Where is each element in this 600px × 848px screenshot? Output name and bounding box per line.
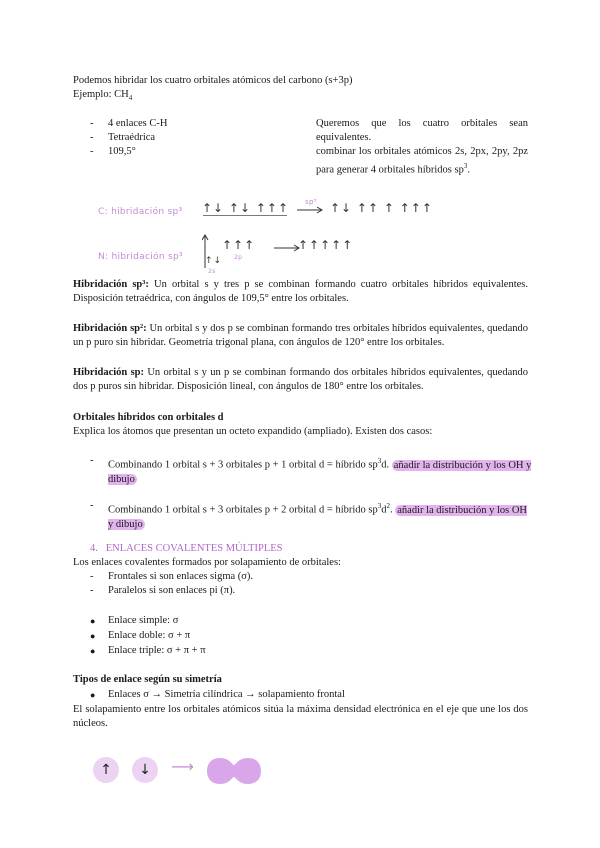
d-case-2-after: . — [390, 504, 396, 516]
bond-double: Enlace doble: σ + π — [108, 630, 191, 641]
sp3-paragraph — [73, 278, 528, 306]
down-arrow-icon: ↓ — [139, 762, 151, 778]
sp-text: Un orbital s y un p se combinan formando dos orbitales híbridos equivalentes, quedando dos p puros sin hibridar. Disposición lineal, con ángulos de 180° entre los orbitales. — [73, 367, 528, 392]
dash: - — [90, 500, 94, 511]
dash: - — [90, 571, 94, 582]
symmetry-paragraph: El solapamiento entre los orbitales atómicos sitúa la máxima densidad electrónica en el eje que une los dos núcleos. — [73, 704, 528, 729]
bullet: ● — [90, 646, 96, 656]
dash: - — [90, 146, 94, 157]
intro-subscript: 4 — [128, 94, 133, 103]
orbital-down-circle — [132, 757, 158, 783]
d-section-title — [73, 411, 528, 425]
sigma-overlap-icon — [205, 756, 263, 786]
nitrogen-orbitals-left: ↑↑↑ — [222, 238, 256, 252]
sp2-paragraph — [73, 322, 528, 350]
d-case-2-mid: d — [381, 504, 387, 516]
nitrogen-hybridization-label: N: hibridación sp³ — [98, 252, 183, 262]
intro-example-label: Ejemplo: CH — [73, 89, 129, 100]
sp2-title: Hibridación sp²: — [73, 323, 147, 334]
symmetry-title — [73, 673, 528, 687]
bullet: ● — [90, 631, 96, 641]
d-case-1-highlight-note: añadir la distribución y los OH y dibujo — [108, 459, 532, 485]
symmetry-title-text: Tipos de enlace según su simetría — [73, 674, 222, 685]
ch4-item-angle: 109,5° — [108, 146, 136, 157]
bond-simple: Enlace simple: σ — [108, 615, 179, 626]
bullet: ● — [90, 690, 96, 700]
ch4-note-suffix: . — [467, 164, 470, 176]
intro-line-2 — [73, 88, 528, 105]
intro-line-1: Podemos hibridar los cuatro orbitales atómicos del carbono (s+3p) — [73, 75, 353, 86]
d-case-2-text: Combinando 1 orbital s + 3 orbitales p + 2 orbital d = híbrido sp — [108, 504, 378, 516]
nitrogen-2s-label: 2s — [208, 268, 216, 275]
nitrogen-2s-orbital: ↑↓ — [205, 256, 223, 266]
bond-triple: Enlace triple: σ + π + π — [108, 645, 206, 656]
ch4-item-bonds: 4 enlaces C-H — [108, 118, 168, 129]
ch4-note-part-1: Queremos que los cuatro orbitales sean equivalentes. — [316, 118, 528, 143]
section-4-number: 4. — [90, 543, 98, 554]
d-case-1 — [108, 454, 532, 487]
sp3-text: Un orbital s y tres p se combinan formando cuatro orbitales híbridos equivalentes. Disposición tetraédrica, con ángulos de 109,5° entre los orbitales. — [73, 279, 528, 304]
orbital-up-circle — [93, 757, 119, 783]
ch4-note-sup: 3 — [463, 162, 468, 170]
d-section-title-text: Orbitales híbridos con orbitales d — [73, 412, 224, 423]
sigma-item: Frontales si son enlaces sigma (σ). — [108, 571, 254, 582]
sp-paragraph — [73, 366, 528, 394]
sigma-symmetry-item: Enlaces σ → Simetría cilíndrica → solapamiento frontal — [108, 689, 345, 700]
carbon-orbitals-right: ↑↓ ↑↑ ↑ ↑↑↑ — [330, 201, 433, 215]
overlap-lobe-shape — [205, 756, 263, 791]
d-case-1-sup: 3 — [377, 457, 382, 465]
dash: - — [90, 455, 94, 466]
d-section-intro: Explica los átomos que presentan un octeto expandido (ampliado). Existen dos casos: — [73, 426, 433, 437]
carbon-transform-arrow — [297, 198, 325, 219]
d-case-2 — [108, 499, 532, 532]
carbon-hybridization-label: C: hibridación sp³ — [98, 207, 183, 217]
d-case-1-after: d. — [381, 459, 392, 471]
overlap-arrow-icon: ⟶ — [171, 757, 194, 776]
section-4-title: ENLACES COVALENTES MÚLTIPLES — [105, 543, 283, 554]
d-case-1-text: Combinando 1 orbital s + 3 orbitales p + 1 orbital d = híbrido sp — [108, 459, 378, 471]
nitrogen-2p-label: 2p — [234, 254, 243, 261]
dash: - — [90, 118, 94, 129]
d-case-2-highlight-note: añadir la distribución y los OH y dibujo — [108, 504, 528, 530]
dash: - — [90, 585, 94, 596]
sp2-text: Un orbital s y dos p se combinan formando tres orbitales híbridos equivalentes, quedando un p puro sin hibridar. Geometría trigonal plana, con ángulos de 120° entre los orbitales. — [73, 323, 528, 348]
up-arrow-icon: ↑ — [100, 762, 112, 778]
carbon-orbitals-left: ↑↓ ↑↓ ↑↑↑ — [202, 201, 290, 215]
pi-item: Paralelos si son enlaces pi (π). — [108, 585, 236, 596]
nitrogen-orbitals-right: ↑↑↑↑↑ — [298, 238, 354, 252]
section-4-intro: Los enlaces covalentes formados por solapamiento de orbitales: — [73, 557, 341, 568]
ch4-item-geometry: Tetraédrica — [108, 132, 156, 143]
sp3-title: Hibridación sp³: — [73, 279, 149, 290]
dash: - — [90, 132, 94, 143]
d-case-2-sup-2: 2 — [386, 502, 390, 510]
ch4-note — [316, 117, 528, 178]
sp-title: Hibridación sp: — [73, 367, 145, 378]
carbon-arrow-label: sp³ — [305, 198, 317, 206]
bullet: ● — [90, 616, 96, 626]
d-case-2-sup-1: 3 — [377, 502, 382, 510]
orbital-baseline — [203, 215, 287, 216]
ch4-note-part-2: combinar los orbitales atómicos 2s, 2px, 2py, 2pz para generar 4 orbitales híbridos sp — [316, 146, 528, 176]
section-4-heading — [90, 542, 283, 556]
